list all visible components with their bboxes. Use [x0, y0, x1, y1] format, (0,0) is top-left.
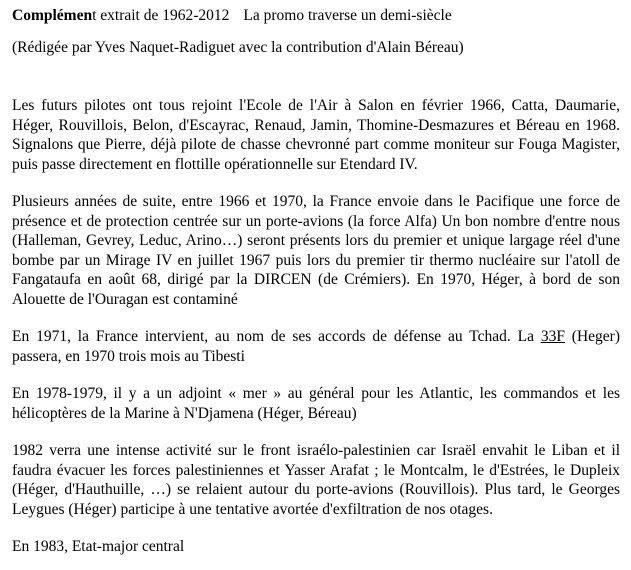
paragraph-tchad-before: En 1971, la France intervient, au nom de ses accords de défense au Tchad. La [12, 328, 541, 345]
paragraph-liban: 1982 verra une intense activité sur le front israélo-palestinien car Israël envahit le Liban et il faudra évacuer les forces palestiniennes et Yasser Arafat ; le Montcalm, le d'Estrées, le Dupleix (Héger, d'Hauthuille, …) se relaient autour du porte-avions (Rouvillois). Plus tard, le Georges Leygues (Héger) participe à une tentative avortée d'exfiltration de nos otages. [12, 442, 620, 518]
paragraph-pacific: Plusieurs années de suite, entre 1966 et 1970, la France envoie dans le Pacifique une force de présence et de protection centrée sur un porte-avions (la force Alfa) Un bon nombre d'entre nous (Halleman, Gevrey, Leduc, Arino…) seront présents lors du premier et unique largage réel d'une bombe par un Mirage IV en juillet 1967 puis lors du premier tir thermo nucléaire sur l'atoll de Fangataufa en août 68, dirigé par la DIRCEN (de Crémiers). En 1970, Héger, à bord de son Alouette de l'Ouragan est contaminé [12, 193, 620, 308]
document-byline: (Rédigée par Yves Naquet-Radiguet avec la contribution d'Alain Béreau) [12, 39, 464, 56]
paragraph-tchad-underlined: 33F [540, 328, 565, 345]
document-title [12, 6, 620, 26]
paragraph-ndjamena: En 1978-1979, il y a un adjoint « mer » au général pour les Atlantic, les commandos et les hélicoptères de la Marine à N'Djamena (Héger, Béreau) [12, 385, 620, 422]
document-page [12, 6, 620, 557]
paragraph-tchad-after: (Heger) passera, en 1970 trois mois au Tibesti [12, 328, 620, 365]
title-bold-part: Complémen [12, 7, 93, 24]
paragraph-pilots: Les futurs pilotes ont tous rejoint l'Ecole de l'Air à Salon en février 1966, Catta, Daumarie, Héger, Rouvillois, Belon, d'Escayrac, Renaud, Jamin, Thomine-Desmazures et Béreau en 1968. Signalons que Pierre, déjà pilote de chasse chevronné part comme moniteur sur Fouga Magister, puis passe directement en flottille opérationnelle sur Etendard IV. [12, 97, 620, 173]
paragraph-tchad [12, 327, 620, 366]
document-subtitle: La promo traverse un demi-siècle [243, 7, 452, 24]
paragraph-etat-major: En 1983, Etat-major central [12, 538, 185, 555]
title-rest-part: t extrait de 1962-2012 [92, 7, 230, 24]
